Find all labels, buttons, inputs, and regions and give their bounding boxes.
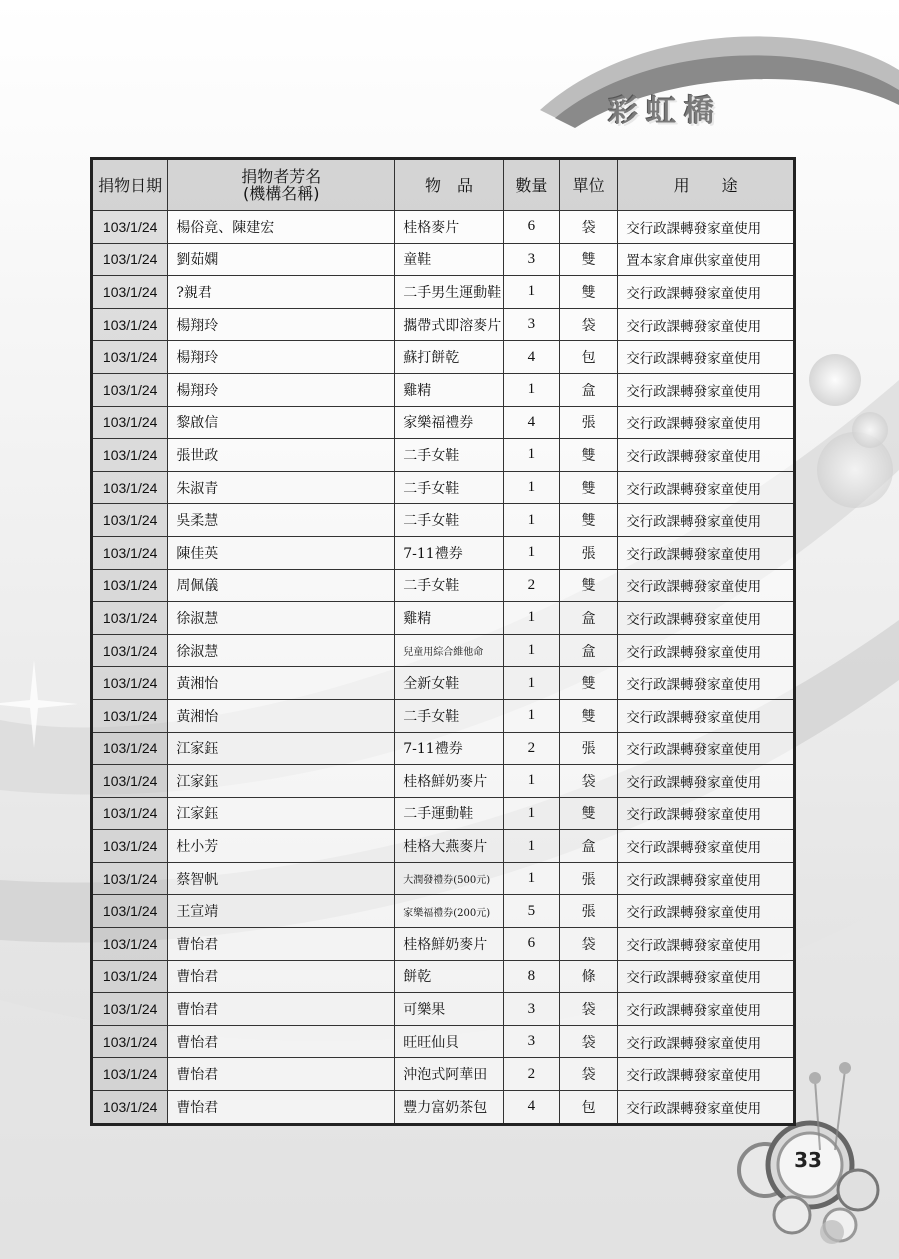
cell-item: 豐力富奶茶包 [395, 1091, 503, 1125]
cell-date: 103/1/24 [92, 1058, 168, 1091]
cell-qty: 1 [503, 276, 559, 309]
page-number: 33 [794, 1148, 822, 1172]
cell-use: 交行政課轉發家童使用 [618, 699, 795, 732]
header-unit: 單位 [559, 159, 617, 211]
cell-use: 交行政課轉發家童使用 [618, 341, 795, 374]
cell-donor: 朱淑青 [168, 471, 395, 504]
cell-item: 蘇打餅乾 [395, 341, 503, 374]
cell-date: 103/1/24 [92, 504, 168, 537]
cell-use: 交行政課轉發家童使用 [618, 830, 795, 863]
cell-use: 交行政課轉發家童使用 [618, 862, 795, 895]
cell-date: 103/1/24 [92, 960, 168, 993]
cell-qty: 1 [503, 439, 559, 472]
header-donor-line1: 捐物者芳名 [241, 167, 322, 186]
cell-use: 交行政課轉發家童使用 [618, 960, 795, 993]
cell-qty: 1 [503, 862, 559, 895]
page-title: 彩虹橋 [608, 94, 722, 129]
cell-item: 兒童用綜合維他命 [395, 634, 503, 667]
cell-item: 大潤發禮券(500元) [395, 862, 503, 895]
cell-qty: 1 [503, 797, 559, 830]
cell-item: 二手男生運動鞋 [395, 276, 503, 309]
cell-qty: 1 [503, 830, 559, 863]
cell-use: 交行政課轉發家童使用 [618, 1091, 795, 1125]
cell-donor: 黃湘怡 [168, 699, 395, 732]
cell-use: 交行政課轉發家童使用 [618, 504, 795, 537]
cell-donor: 楊翔玲 [168, 341, 395, 374]
cell-date: 103/1/24 [92, 471, 168, 504]
cell-use: 交行政課轉發家童使用 [618, 406, 795, 439]
cell-donor: 徐淑慧 [168, 634, 395, 667]
cell-qty: 8 [503, 960, 559, 993]
table-row [92, 765, 795, 798]
cell-item: 二手女鞋 [395, 699, 503, 732]
cell-item: 二手女鞋 [395, 471, 503, 504]
cell-item: 7-11禮券 [395, 732, 503, 765]
cell-qty: 2 [503, 1058, 559, 1091]
cell-date: 103/1/24 [92, 243, 168, 276]
cell-donor: 王宣靖 [168, 895, 395, 928]
cell-unit: 張 [559, 406, 617, 439]
cell-unit: 袋 [559, 928, 617, 961]
cell-qty: 1 [503, 667, 559, 700]
cell-use: 交行政課轉發家童使用 [618, 895, 795, 928]
cell-use: 交行政課轉發家童使用 [618, 1058, 795, 1091]
cell-use: 交行政課轉發家童使用 [618, 993, 795, 1026]
cell-qty: 1 [503, 765, 559, 798]
cell-item: 可樂果 [395, 993, 503, 1026]
cell-item: 二手女鞋 [395, 439, 503, 472]
cell-donor: 周佩儀 [168, 569, 395, 602]
cell-date: 103/1/24 [92, 895, 168, 928]
cell-item: 家樂福禮券 [395, 406, 503, 439]
cell-unit: 盒 [559, 634, 617, 667]
cell-use: 交行政課轉發家童使用 [618, 928, 795, 961]
cell-item: 桂格大燕麥片 [395, 830, 503, 863]
cell-qty: 3 [503, 243, 559, 276]
table-row [92, 1025, 795, 1058]
cell-item: 桂格鮮奶麥片 [395, 765, 503, 798]
table-row [92, 471, 795, 504]
cell-item: 沖泡式阿華田 [395, 1058, 503, 1091]
cell-use: 交行政課轉發家童使用 [618, 602, 795, 635]
cell-date: 103/1/24 [92, 276, 168, 309]
cell-use: 交行政課轉發家童使用 [618, 373, 795, 406]
table-row [92, 341, 795, 374]
table-row [92, 243, 795, 276]
cell-unit: 袋 [559, 1025, 617, 1058]
table-row [92, 862, 795, 895]
cell-use: 交行政課轉發家童使用 [618, 634, 795, 667]
cell-unit: 雙 [559, 504, 617, 537]
cell-donor: 曹怡君 [168, 993, 395, 1026]
cell-use: 交行政課轉發家童使用 [618, 569, 795, 602]
cell-use: 交行政課轉發家童使用 [618, 667, 795, 700]
cell-item: 雞精 [395, 602, 503, 635]
table-row [92, 732, 795, 765]
cell-item: 桂格鮮奶麥片 [395, 928, 503, 961]
cell-unit: 盒 [559, 830, 617, 863]
cell-unit: 張 [559, 536, 617, 569]
cell-date: 103/1/24 [92, 373, 168, 406]
cell-unit: 包 [559, 341, 617, 374]
cell-date: 103/1/24 [92, 830, 168, 863]
cell-date: 103/1/24 [92, 1025, 168, 1058]
cell-qty: 4 [503, 341, 559, 374]
cell-item: 二手女鞋 [395, 504, 503, 537]
cell-donor: 曹怡君 [168, 1058, 395, 1091]
cell-unit: 袋 [559, 765, 617, 798]
cell-unit: 袋 [559, 308, 617, 341]
cell-donor: 楊翔玲 [168, 308, 395, 341]
cell-qty: 3 [503, 993, 559, 1026]
cell-use: 交行政課轉發家童使用 [618, 765, 795, 798]
cell-qty: 1 [503, 536, 559, 569]
cell-qty: 3 [503, 1025, 559, 1058]
cell-donor: 曹怡君 [168, 1091, 395, 1125]
cell-date: 103/1/24 [92, 765, 168, 798]
cell-item: 7-11禮券 [395, 536, 503, 569]
cell-date: 103/1/24 [92, 862, 168, 895]
cell-item: 旺旺仙貝 [395, 1025, 503, 1058]
cell-qty: 1 [503, 634, 559, 667]
header-date: 捐物日期 [92, 159, 168, 211]
header-donor-line2: (機構名稱) [243, 184, 320, 203]
cell-date: 103/1/24 [92, 341, 168, 374]
cell-unit: 雙 [559, 243, 617, 276]
cell-unit: 雙 [559, 699, 617, 732]
cell-donor: 黃湘怡 [168, 667, 395, 700]
cell-donor: 曹怡君 [168, 1025, 395, 1058]
table-row [92, 406, 795, 439]
cell-unit: 張 [559, 895, 617, 928]
cell-unit: 雙 [559, 439, 617, 472]
cell-item: 二手運動鞋 [395, 797, 503, 830]
cell-donor: 吳柔慧 [168, 504, 395, 537]
cell-unit: 雙 [559, 667, 617, 700]
cell-donor: 江家鈺 [168, 765, 395, 798]
cell-unit: 袋 [559, 993, 617, 1026]
cell-date: 103/1/24 [92, 211, 168, 244]
donation-table [90, 157, 796, 1126]
table-row [92, 699, 795, 732]
cell-use: 交行政課轉發家童使用 [618, 308, 795, 341]
cell-unit: 包 [559, 1091, 617, 1125]
cell-donor: 楊俗竟、陳建宏 [168, 211, 395, 244]
table-header-row [92, 159, 795, 211]
cell-item: 全新女鞋 [395, 667, 503, 700]
cell-qty: 5 [503, 895, 559, 928]
cell-date: 103/1/24 [92, 928, 168, 961]
cell-qty: 1 [503, 504, 559, 537]
cell-donor: 張世政 [168, 439, 395, 472]
table-row [92, 797, 795, 830]
header-item: 物 品 [395, 159, 503, 211]
cell-date: 103/1/24 [92, 439, 168, 472]
table-row [92, 569, 795, 602]
table-row [92, 993, 795, 1026]
table-row [92, 960, 795, 993]
cell-donor: 江家鈺 [168, 732, 395, 765]
cell-unit: 張 [559, 732, 617, 765]
cell-date: 103/1/24 [92, 1091, 168, 1125]
cell-qty: 6 [503, 211, 559, 244]
cell-donor: 劉茹嫻 [168, 243, 395, 276]
cell-donor: 楊翔玲 [168, 373, 395, 406]
cell-unit: 盒 [559, 373, 617, 406]
cell-item: 桂格麥片 [395, 211, 503, 244]
cell-item: 攜帶式即溶麥片 [395, 308, 503, 341]
cell-donor: 蔡智帆 [168, 862, 395, 895]
cell-donor: 曹怡君 [168, 928, 395, 961]
cell-qty: 4 [503, 1091, 559, 1125]
table-row [92, 373, 795, 406]
table-row [92, 895, 795, 928]
cell-donor: 黎啟信 [168, 406, 395, 439]
cell-item: 童鞋 [395, 243, 503, 276]
cell-date: 103/1/24 [92, 308, 168, 341]
table-row [92, 1091, 795, 1125]
cell-unit: 雙 [559, 276, 617, 309]
cell-donor: 曹怡君 [168, 960, 395, 993]
cell-item: 二手女鞋 [395, 569, 503, 602]
cell-donor: 杜小芳 [168, 830, 395, 863]
cell-use: 交行政課轉發家童使用 [618, 797, 795, 830]
cell-qty: 3 [503, 308, 559, 341]
cell-unit: 盒 [559, 602, 617, 635]
table-row [92, 439, 795, 472]
cell-unit: 張 [559, 862, 617, 895]
cell-unit: 袋 [559, 211, 617, 244]
cell-date: 103/1/24 [92, 797, 168, 830]
cell-date: 103/1/24 [92, 406, 168, 439]
cell-qty: 1 [503, 602, 559, 635]
table-row [92, 276, 795, 309]
cell-unit: 雙 [559, 569, 617, 602]
table-row [92, 602, 795, 635]
cell-item: 雞精 [395, 373, 503, 406]
cell-use: 交行政課轉發家童使用 [618, 471, 795, 504]
table-row [92, 308, 795, 341]
cell-qty: 1 [503, 373, 559, 406]
table-row [92, 634, 795, 667]
cell-use: 交行政課轉發家童使用 [618, 276, 795, 309]
cell-item: 家樂福禮券(200元) [395, 895, 503, 928]
header-use: 用 途 [618, 159, 795, 211]
table-row [92, 667, 795, 700]
cell-use: 交行政課轉發家童使用 [618, 439, 795, 472]
table-row [92, 536, 795, 569]
cell-unit: 袋 [559, 1058, 617, 1091]
cell-item: 餅乾 [395, 960, 503, 993]
cell-use: 交行政課轉發家童使用 [618, 1025, 795, 1058]
cell-qty: 1 [503, 699, 559, 732]
header-donor [168, 159, 395, 211]
table-row [92, 211, 795, 244]
header-qty: 數量 [503, 159, 559, 211]
cell-unit: 雙 [559, 471, 617, 504]
cell-date: 103/1/24 [92, 732, 168, 765]
cell-unit: 雙 [559, 797, 617, 830]
cell-date: 103/1/24 [92, 536, 168, 569]
cell-qty: 6 [503, 928, 559, 961]
cell-donor: 陳佳英 [168, 536, 395, 569]
table-row [92, 830, 795, 863]
cell-date: 103/1/24 [92, 993, 168, 1026]
cell-use: 交行政課轉發家童使用 [618, 732, 795, 765]
cell-date: 103/1/24 [92, 699, 168, 732]
cell-donor: 徐淑慧 [168, 602, 395, 635]
cell-qty: 2 [503, 732, 559, 765]
cell-qty: 1 [503, 471, 559, 504]
cell-date: 103/1/24 [92, 602, 168, 635]
cell-use: 置本家倉庫供家童使用 [618, 243, 795, 276]
cell-date: 103/1/24 [92, 634, 168, 667]
table-row [92, 928, 795, 961]
cell-unit: 條 [559, 960, 617, 993]
cell-donor: 江家鈺 [168, 797, 395, 830]
cell-use: 交行政課轉發家童使用 [618, 211, 795, 244]
cell-qty: 4 [503, 406, 559, 439]
cell-use: 交行政課轉發家童使用 [618, 536, 795, 569]
cell-donor: ?親君 [168, 276, 395, 309]
table-row [92, 504, 795, 537]
cell-date: 103/1/24 [92, 569, 168, 602]
cell-date: 103/1/24 [92, 667, 168, 700]
cell-qty: 2 [503, 569, 559, 602]
table-row [92, 1058, 795, 1091]
